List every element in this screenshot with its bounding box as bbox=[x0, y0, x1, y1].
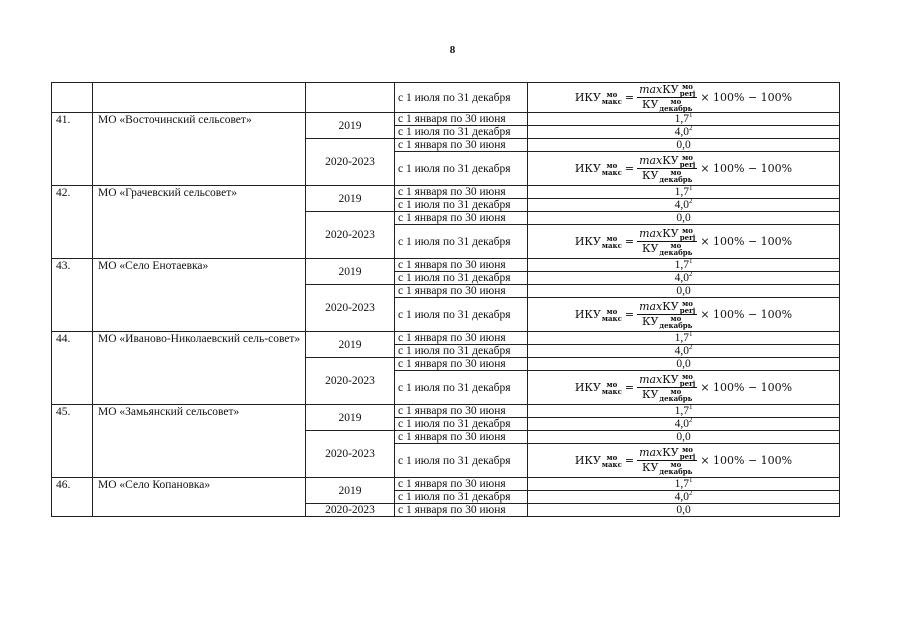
footnote-marker: 2 bbox=[688, 197, 693, 206]
year-cell bbox=[306, 83, 395, 113]
value-text: 1,7 bbox=[674, 113, 689, 125]
formula-lhs: ИКУ мо макс bbox=[574, 306, 622, 323]
value-cell bbox=[528, 126, 840, 139]
value-text: 4,0 bbox=[674, 491, 689, 503]
municipality-name-cell: МО «Иваново-Николаевский сель-совет» bbox=[93, 332, 306, 405]
formula-fraction: maxКУ мо perj КУ мо декабрь bbox=[639, 445, 696, 476]
period-cell: с 1 января по 30 июня bbox=[395, 431, 528, 444]
row-number-cell: 44. bbox=[52, 332, 93, 405]
value-cell bbox=[528, 504, 840, 517]
municipality-name-cell bbox=[93, 83, 306, 113]
municipality-name-cell: МО «Село Копановка» bbox=[93, 478, 306, 517]
period-cell: с 1 июля по 31 декабря bbox=[395, 418, 528, 431]
value-text: 0,0 bbox=[676, 504, 691, 516]
table-row bbox=[52, 113, 840, 126]
value-text: 0,0 bbox=[676, 212, 691, 224]
year-cell: 2019 bbox=[306, 405, 395, 431]
period-cell: с 1 июля по 31 декабря bbox=[395, 83, 528, 113]
formula-fraction: maxКУ мо perj КУ мо декабрь bbox=[639, 372, 696, 403]
period-cell: с 1 января по 30 июня bbox=[395, 186, 528, 199]
period-cell: с 1 января по 30 июня bbox=[395, 478, 528, 491]
formula-fraction: maxКУ мо perj КУ мо декабрь bbox=[639, 299, 696, 330]
period-cell: с 1 июля по 31 декабря bbox=[395, 126, 528, 139]
period-cell: с 1 января по 30 июня bbox=[395, 332, 528, 345]
footnote-marker: 2 bbox=[688, 416, 693, 425]
year-cell: 2020-2023 bbox=[306, 431, 395, 478]
value-cell bbox=[528, 478, 840, 491]
year-cell: 2020-2023 bbox=[306, 504, 395, 517]
formula-fraction: maxКУ мо perj КУ мо декабрь bbox=[639, 226, 696, 257]
formula-lhs: ИКУ мо макс bbox=[574, 379, 622, 396]
formula-lhs: ИКУ мо макс bbox=[574, 160, 622, 177]
formula-cell bbox=[528, 444, 840, 478]
municipality-table bbox=[51, 82, 840, 517]
value-text: 4,0 bbox=[674, 199, 689, 211]
value-cell bbox=[528, 186, 840, 199]
value-cell bbox=[528, 212, 840, 225]
municipality-name-cell: МО «Восточинский сельсовет» bbox=[93, 113, 306, 186]
value-text: 1,7 bbox=[674, 259, 689, 271]
value-cell bbox=[528, 358, 840, 371]
formula: ИКУ мо макс = maxКУ мо perj КУ мо декабрь × 100% − 100% bbox=[574, 299, 793, 330]
value-cell bbox=[528, 285, 840, 298]
value-text: 0,0 bbox=[676, 358, 691, 370]
page-number: 8 bbox=[449, 44, 456, 56]
formula-lhs: ИКУ мо макс bbox=[574, 452, 622, 469]
value-cell bbox=[528, 139, 840, 152]
value-text: 1,7 bbox=[674, 478, 689, 490]
year-cell: 2020-2023 bbox=[306, 285, 395, 332]
footnote-marker: 1 bbox=[688, 257, 693, 266]
period-cell: с 1 января по 30 июня bbox=[395, 504, 528, 517]
footnote-marker: 2 bbox=[688, 489, 693, 498]
table-row bbox=[52, 259, 840, 272]
value-text: 0,0 bbox=[676, 139, 691, 151]
period-cell: с 1 июля по 31 декабря bbox=[395, 345, 528, 358]
period-cell: с 1 июля по 31 декабря bbox=[395, 199, 528, 212]
value-text: 4,0 bbox=[674, 345, 689, 357]
municipality-name-cell: МО «Грачевский сельсовет» bbox=[93, 186, 306, 259]
formula-lhs: ИКУ мо макс bbox=[574, 89, 622, 106]
period-cell: с 1 июля по 31 декабря bbox=[395, 371, 528, 405]
period-cell: с 1 июля по 31 декабря bbox=[395, 152, 528, 186]
value-text: 4,0 bbox=[674, 272, 689, 284]
period-cell: с 1 января по 30 июня bbox=[395, 285, 528, 298]
value-text: 0,0 bbox=[676, 431, 691, 443]
value-cell bbox=[528, 199, 840, 212]
value-text: 1,7 bbox=[674, 405, 689, 417]
period-cell: с 1 июля по 31 декабря bbox=[395, 444, 528, 478]
year-cell: 2019 bbox=[306, 259, 395, 285]
value-cell bbox=[528, 272, 840, 285]
value-cell bbox=[528, 491, 840, 504]
row-number-cell bbox=[52, 83, 93, 113]
table-row bbox=[52, 332, 840, 345]
row-number-cell: 43. bbox=[52, 259, 93, 332]
period-cell: с 1 января по 30 июня bbox=[395, 405, 528, 418]
formula-cell bbox=[528, 298, 840, 332]
period-cell: с 1 января по 30 июня bbox=[395, 212, 528, 225]
year-cell: 2019 bbox=[306, 332, 395, 358]
footnote-marker: 1 bbox=[688, 330, 693, 339]
period-cell: с 1 января по 30 июня bbox=[395, 113, 528, 126]
formula-cell bbox=[528, 225, 840, 259]
formula-cell bbox=[528, 152, 840, 186]
year-cell: 2020-2023 bbox=[306, 212, 395, 259]
value-text: 0,0 bbox=[676, 285, 691, 297]
value-text: 1,7 bbox=[674, 186, 689, 198]
period-cell: с 1 июля по 31 декабря bbox=[395, 298, 528, 332]
formula-cell bbox=[528, 83, 840, 113]
formula: ИКУ мо макс = maxКУ мо perj КУ мо декабрь × 100% − 100% bbox=[574, 153, 793, 184]
row-number-cell: 41. bbox=[52, 113, 93, 186]
footnote-marker: 1 bbox=[688, 111, 693, 120]
municipality-name-cell: МО «Село Енотаевка» bbox=[93, 259, 306, 332]
formula: ИКУ мо макс = maxКУ мо perj КУ мо декабрь × 100% − 100% bbox=[574, 226, 793, 257]
row-number-cell: 46. bbox=[52, 478, 93, 517]
value-text: 1,7 bbox=[674, 332, 689, 344]
period-cell: с 1 июля по 31 декабря bbox=[395, 272, 528, 285]
table-row bbox=[52, 186, 840, 199]
year-cell: 2020-2023 bbox=[306, 358, 395, 405]
row-number-cell: 42. bbox=[52, 186, 93, 259]
formula-lhs: ИКУ мо макс bbox=[574, 233, 622, 250]
formula: ИКУ мо макс = maxКУ мо perj КУ мо декабрь × 100% − 100% bbox=[574, 445, 793, 476]
table-row-continued bbox=[52, 83, 840, 113]
period-cell: с 1 января по 30 июня bbox=[395, 259, 528, 272]
formula-fraction: maxКУ мо perj КУ мо декабрь bbox=[639, 153, 696, 184]
footnote-marker: 1 bbox=[688, 476, 693, 485]
period-cell: с 1 января по 30 июня bbox=[395, 139, 528, 152]
footnote-marker: 2 bbox=[688, 343, 693, 352]
footnote-marker: 1 bbox=[688, 403, 693, 412]
period-cell: с 1 июля по 31 декабря bbox=[395, 225, 528, 259]
year-cell: 2019 bbox=[306, 478, 395, 504]
value-cell bbox=[528, 405, 840, 418]
year-cell: 2019 bbox=[306, 113, 395, 139]
value-cell bbox=[528, 431, 840, 444]
year-cell: 2020-2023 bbox=[306, 139, 395, 186]
formula: ИКУ мо макс = maxКУ мо perj КУ мо декабрь × 100% − 100% bbox=[574, 372, 793, 403]
value-cell bbox=[528, 113, 840, 126]
value-cell bbox=[528, 332, 840, 345]
table-row bbox=[52, 478, 840, 491]
value-text: 4,0 bbox=[674, 418, 689, 430]
footnote-marker: 2 bbox=[688, 124, 693, 133]
value-cell bbox=[528, 418, 840, 431]
year-cell: 2019 bbox=[306, 186, 395, 212]
period-cell: с 1 января по 30 июня bbox=[395, 358, 528, 371]
period-cell: с 1 июля по 31 декабря bbox=[395, 491, 528, 504]
value-cell bbox=[528, 345, 840, 358]
footnote-marker: 2 bbox=[688, 270, 693, 279]
table-row bbox=[52, 405, 840, 418]
value-text: 4,0 bbox=[674, 126, 689, 138]
formula-cell bbox=[528, 371, 840, 405]
footnote-marker: 1 bbox=[688, 184, 693, 193]
formula-fraction: maxКУ мо perj КУ мо декабрь bbox=[639, 82, 696, 113]
value-cell bbox=[528, 259, 840, 272]
row-number-cell: 45. bbox=[52, 405, 93, 478]
formula: ИКУ мо макс = maxКУ мо perj КУ мо декабрь × 100% − 100% bbox=[574, 82, 793, 113]
municipality-name-cell: МО «Замьянский сельсовет» bbox=[93, 405, 306, 478]
